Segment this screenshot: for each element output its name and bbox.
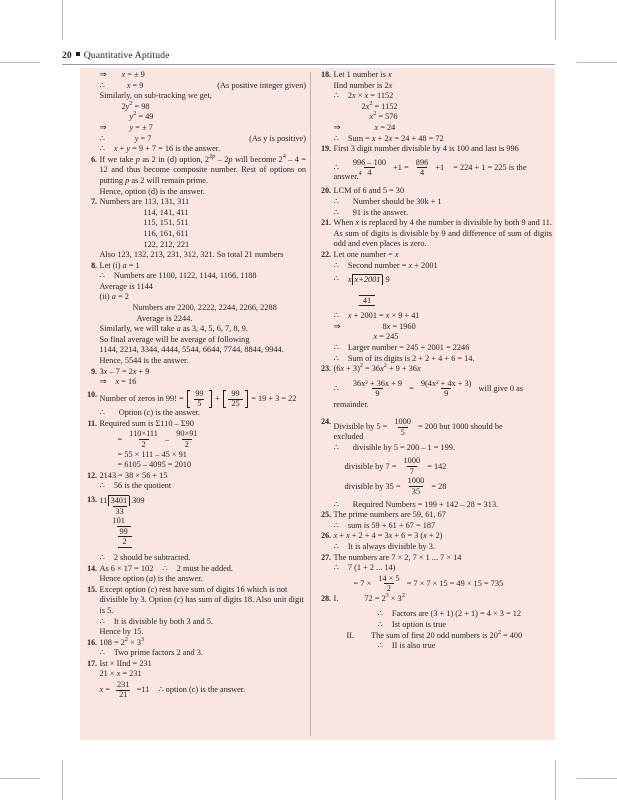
- solution-item-24: [318, 417, 552, 510]
- item-body: x + x + 2 + 4 = 3x + 6 = 3 (x + 2) ∴ It is always divisible by 3.: [333, 531, 443, 551]
- solution-item-27: [318, 553, 552, 594]
- fraction-231-over-21: $\frac{231}{21}$: [117, 679, 130, 700]
- item-body: Required sum is Σ110 – Σ90 = $\frac{110\times 111}{2}$ – $\frac{90\times 91}{2}$ = 55 × 111 – 45 × 91 = 6105 – 4095 = 2010: [100, 419, 307, 471]
- crop-mark-top-right-v: [555, 0, 556, 40]
- item-body: First 3 digit number divisible by 4 is 100 and last is 996 ∴ $\frac{996 - 100}{4}$ +1 = $\frac{896}{4}$ +1 = 224 + 1 = 225 is the answer.$^4$: [333, 144, 527, 181]
- fraction-996-minus-100-over-4: $\frac{996 - 100}{4}$: [352, 157, 387, 177]
- page-folio: 20: [62, 51, 72, 61]
- item-number: 16.: [87, 637, 97, 647]
- solution-item-18: [318, 70, 552, 144]
- item-body: 3x – 7 = 2x + 9 ⇒ x = 16: [99, 366, 150, 387]
- item-number: 13.: [87, 494, 97, 504]
- item-body: I. $72 = 2^3 \times 3^2$ ∴ Factors are (3 + 1) (2 + 1) = 4 × 3 = 12 ∴ Ist option is true II. The sum of first 20 odd numbers is $20^2 = 400$ ∴ II is also true: [333, 592, 523, 651]
- solution-item-20: [318, 186, 552, 218]
- fraction-36x2-36x-9-over-9: $\frac{\text{36x² + 36x + 9}}{9}$: [352, 378, 403, 398]
- crop-mark-top-right-h: [577, 62, 617, 63]
- q10-lead: Number of zeros in 99! =: [99, 394, 184, 404]
- solution-item-7: [84, 197, 306, 261]
- solution-item-19: [318, 144, 552, 182]
- left-column: [84, 70, 306, 700]
- column-divider: [310, 72, 311, 736]
- solution-item-25: [318, 510, 552, 531]
- book-title: Quantitative Aptitude: [83, 50, 170, 61]
- crop-mark-top-left-h: [0, 62, 40, 63]
- item-body: Let (i) a = 1 ∴ Numbers are 1100, 1122, 1144, 1166, 1188 Average is 1144 (ii) a = 2 Numbers are 2200, 2222, 2244, 2266, 2288 Average is 2244. Similarly, we will take a as 3, 4, 5, 6, 7, 8, 9. So final average will be average of following 1144, 2214, 3344, 4444, 5544, 6644, 7744, 8844, 9944. Hence, 5544 is the answer.: [99, 260, 284, 366]
- solution-item-5-cont: [84, 70, 306, 155]
- item-number: 21.: [321, 218, 331, 228]
- fraction-1000-over-7: $\frac{1000}{7}$: [403, 456, 421, 476]
- crop-mark-bottom-left-v: [62, 760, 63, 800]
- item-number: 9.: [91, 366, 97, 376]
- item-number: 8.: [91, 260, 97, 270]
- item-body: ⇒ x = ± 9 ∴ x = 9 (As positive integer given) Similarly, on sub-tracking we get, $2y^2 = 98$ $y^2 = 49$ ⇒ y = ± 7 ∴ y = 7 (As y is positive) ∴ x + y = 9 + 7 = 16 is the answer.: [99, 70, 306, 154]
- item-number: 22.: [321, 249, 331, 259]
- fraction-90x91-over-2: $\frac{90\times 91}{2}$: [176, 429, 198, 449]
- crop-mark-bottom-left-h: [0, 778, 40, 779]
- square-bullet-icon: [76, 52, 80, 56]
- solution-item-8: [84, 261, 306, 367]
- q10-tail: = 19 + 3 = 22: [251, 394, 297, 404]
- fraction-9-4x2-4x-3-over-9: $\frac{\text{9(4x² + 4x + 3)}}{9}$: [420, 378, 472, 398]
- item-number: 18.: [321, 70, 331, 79]
- item-body: Number of zeros in 99! = $\frac{99}{5}$ + $\frac{99}{25}$ = 19 + 3 = 22 ∴ Option (c) is the answer.: [99, 388, 297, 418]
- item-body: $108 = 2^2 \times 3^3$ ∴ Two prime factors 2 and 3.: [99, 635, 203, 658]
- floor-bracket-99-25: $\frac{99}{25}$: [223, 390, 248, 409]
- crop-mark-bottom-right-h: [577, 778, 617, 779]
- q19-stray-denominator: 4: [358, 169, 362, 177]
- item-body: Numbers are 113, 131, 311 114, 141, 411 115, 151, 511 116, 161, 611 122, 212, 221 Also 123, 132, 213, 231, 312, 321. So total 21 numbers: [99, 197, 284, 260]
- right-column: [318, 70, 552, 652]
- solution-item-22: [318, 250, 552, 364]
- item-body: 11 3401 309 33 101 99 2 ∴ 2 should be subtracted.: [99, 495, 191, 562]
- q19-answer-word: answer.: [333, 171, 359, 181]
- item-body: If we take p as 2 in (d) option, $2^{2p} - 2p$ will become $2^4 - 4 = 12$ and thus become composite number. Rest of options on putting p as 2 will remain prime. Hence, option (d) is the answer.: [99, 152, 307, 196]
- solution-item-10: [84, 390, 306, 419]
- item-number: 12.: [87, 470, 97, 480]
- solution-item-13: [84, 495, 306, 564]
- solution-item-12: [84, 471, 306, 492]
- item-body: Let one number = x ∴ Second number = x + 2001 ∴ x x+2001 9 41 ∴ x + 2001 = x × 9 + 41 ⇒ 8x = 1960 x = 245 ∴ Larger number = 245 + 2001 = 2246 ∴ Sum of its digits is 2 + 2 + 4 + 6 = 14.: [333, 249, 475, 363]
- item-number: 15.: [87, 584, 97, 594]
- item-body: The numbers are 7 × 2, 7 × 1 ... 7 × 14 ∴ 7 (1 + 2 ... 14) = 7 × $\frac{14 \times 5}{2}$ = 7 × 7 × 15 = 49 × 15 = 735: [333, 552, 504, 593]
- item-number: 7.: [91, 197, 97, 207]
- solution-item-14: [84, 564, 306, 585]
- item-number: 27.: [321, 552, 331, 562]
- item-body: Ist × IInd = 231 21 × x = 231 x = $\frac{231}{21}$ =11 ∴ option (c) is the answer.: [99, 658, 246, 700]
- solution-item-21: [318, 218, 552, 250]
- crop-mark-top-left-v: [62, 0, 63, 40]
- solution-item-6: [84, 152, 307, 197]
- item-body: 2143 = 38 × 56 + 15 ∴ 56 is the quotient: [99, 470, 172, 491]
- solution-item-23: [318, 364, 552, 410]
- fraction-110x111-over-2: $\frac{110\times 111}{2}$: [129, 429, 158, 449]
- crop-mark-bottom-right-v: [555, 760, 556, 800]
- item-number: 25.: [321, 510, 331, 520]
- item-body: Except option (c) rest have sum of digits 16 which is not divisible by 3. Option (c) has sum of digits 18. Also unit digit is 5. ∴ It is divisible by both 3 and 5. Hence by 15.: [99, 584, 304, 637]
- solution-item-26: [318, 531, 552, 552]
- floor-bracket-99-5: $\frac{99}{5}$: [187, 390, 212, 409]
- fraction-14x5-over-2: $\frac{14 \times 5}{2}$: [378, 573, 400, 593]
- item-body: As 6 × 17 = 102 ∴ 2 must be added. Hence option (a) is the answer.: [99, 563, 234, 584]
- note-as-positive-integer: (As positive integer given): [217, 80, 306, 90]
- item-number: 10.: [87, 389, 97, 399]
- item-body: $(6x + 3)^2 = 36x^2 + 9 + 36x$ ∴ $\frac{\text{36x² + 36x + 9}}{9}$ = $\frac{\text{9(4x² + 4x + 3)}}{9}$ will give 0 as remainder.: [333, 362, 524, 409]
- long-division-11-into-3401: 11 3401 309 33 101 99 2: [99, 495, 145, 547]
- item-number: 14.: [87, 563, 97, 573]
- item-number: 17.: [87, 658, 97, 668]
- fraction-896-over-4: $\frac{896}{4}$: [415, 157, 429, 177]
- item-body: The prime numbers are 59, 61, 67 ∴ sum is 59 + 61 + 67 = 187: [333, 510, 446, 530]
- item-number: 28.: [321, 593, 331, 603]
- solution-item-16: [84, 635, 306, 659]
- solution-item-11: [84, 419, 306, 471]
- note-as-y-positive: (As y is positive): [249, 133, 306, 143]
- item-number: 11.: [87, 419, 97, 428]
- long-division-x-into-x-plus-2001: x x+2001 9 41: [347, 275, 390, 305]
- fraction-1000-over-35: $\frac{1000}{35}$: [407, 476, 425, 496]
- fraction-1000-over-5: $\frac{1000}{5}$: [394, 417, 411, 437]
- solution-item-17: [84, 659, 306, 700]
- item-body: LCM of 6 and 5 = 30 ∴ Number should be 30k + 1 ∴ 91 is the answer.: [333, 186, 442, 217]
- running-head: [62, 50, 555, 65]
- solution-item-9: [84, 367, 306, 388]
- item-number: 23.: [321, 364, 331, 374]
- solution-item-15: [84, 585, 306, 638]
- item-body: Let 1 number is x IInd number is 2x ∴ 2x × x = 1152 $2x^2 = 1152$ $x^2 = 576$ ⇒ x = 24 ∴ Sum = x + 2x = 24 + 48 = 72: [333, 70, 444, 143]
- item-body: When x is replaced by 4 the number is divisible by both 9 and 11. As sum of digits is divisible by 9 and difference of sum of digits odd and even places is zero.: [333, 218, 552, 249]
- item-number: 6.: [91, 154, 97, 164]
- item-number: 26.: [321, 531, 331, 541]
- item-number: 24.: [321, 417, 331, 427]
- solution-item-28: [318, 594, 552, 652]
- item-number: 20.: [321, 186, 331, 196]
- item-body: Divisible by 5 = $\frac{1000}{5}$ = 200 but 1000 should be excluded ∴ divisible by 5 = 200 – 1 = 199. divisible by 7 = $\frac{1000}{7}$ = 142 divisible by 35 = $\frac{1000}{35}$ = 28 ∴ Required Numbers = 199 + 142 – 28 = 313.: [333, 417, 503, 509]
- item-number: 19.: [321, 144, 331, 154]
